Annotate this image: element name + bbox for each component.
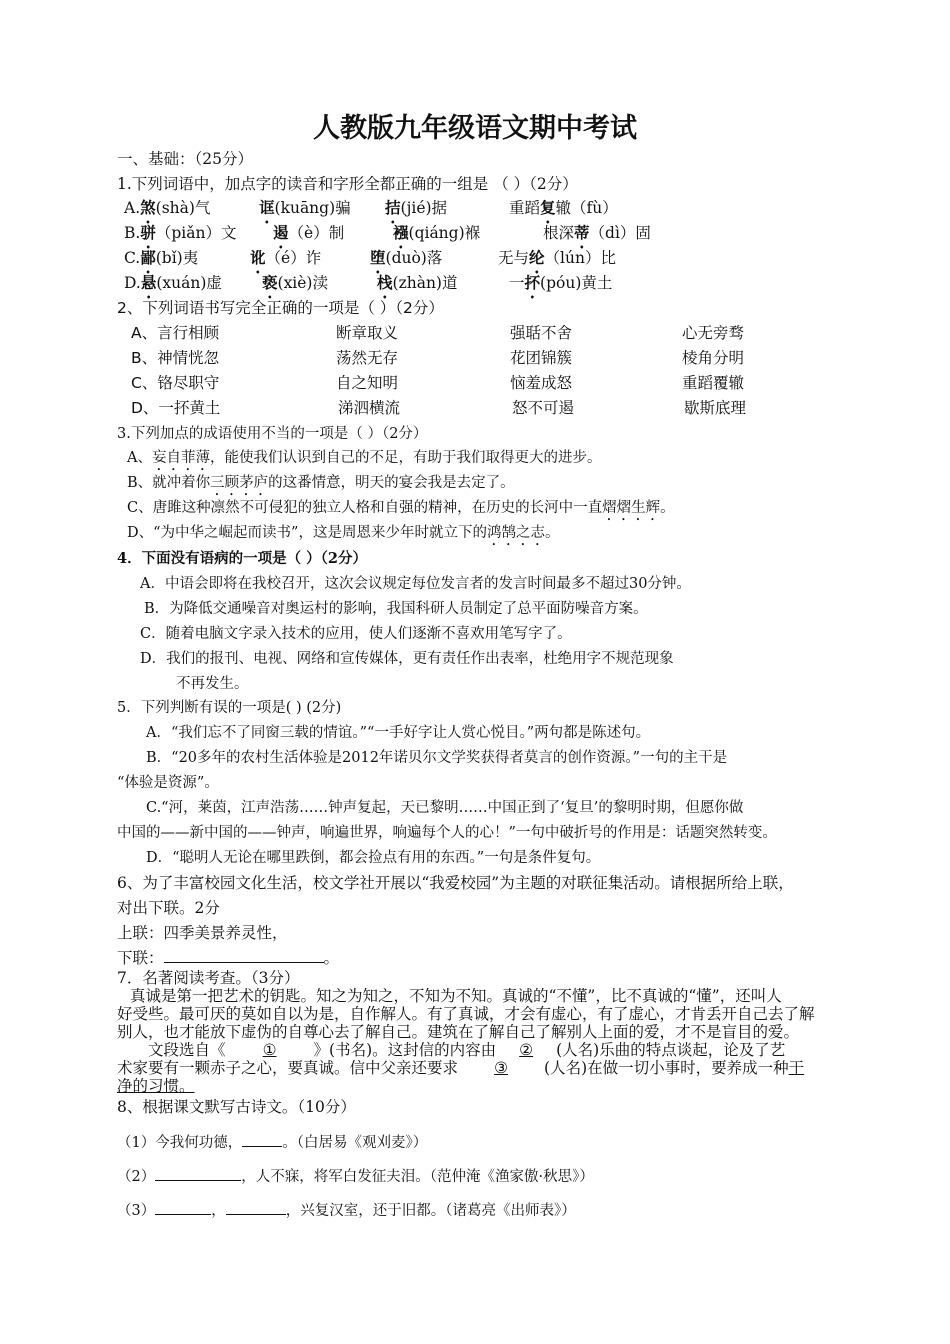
- q3-option-c: [127, 498, 675, 524]
- text: （3）: [117, 1203, 156, 1219]
- q5-option-b-line1: B．“20多年的农村生活体验是2012年诺贝尔文学奖获得者莫言的创作资源。”一句的主干是: [146, 750, 728, 766]
- q2-b-2: 荡然无存: [336, 349, 399, 367]
- dotted-idiom: 三顾茅庐: [210, 475, 269, 491]
- dotted-char: 遏: [273, 223, 289, 242]
- q2-c-3: 恼羞成怒: [510, 374, 573, 392]
- q2-d-2: 涕泗横流: [338, 399, 401, 417]
- text: ，能使我们认识到自己的不足，有助于我们取得更大的进步。: [209, 450, 602, 466]
- text: 文段选自《: [148, 1041, 226, 1059]
- text: (xiè)渎: [277, 274, 328, 292]
- q4-option-a: A．中语会即将在我校召开，这次会议规定每位发言者的发言时间最多不超过30分钟。: [140, 576, 691, 592]
- q5-option-b-line2: “体验是资源”。: [117, 775, 219, 791]
- q6-lower-couplet: [117, 948, 339, 968]
- q1-a-label: A.: [124, 199, 141, 217]
- text: 一: [509, 274, 525, 292]
- q1-d-label: D.: [124, 274, 141, 292]
- q3-option-d: [127, 523, 559, 549]
- dotted-idiom: 妄自菲薄: [151, 450, 210, 466]
- q6-answer-blank[interactable]: [164, 948, 324, 963]
- text: （piǎn）文: [155, 224, 237, 242]
- q2-c-2: 自之知明: [336, 374, 399, 392]
- text: 无与: [498, 249, 530, 267]
- q5-option-d: D．“聪明人无论在哪里跌倒，都会捡点有用的东西。”一句是条件复句。: [146, 850, 601, 866]
- q8-blank-4[interactable]: [226, 1200, 286, 1215]
- q7-blank-2[interactable]: ②: [519, 1041, 534, 1059]
- text: (jié)据: [400, 199, 448, 217]
- q5-option-c-line2: 中国的——新中国的——钟声，响遍世界，响遍每个人的心！”一句中破折号的作用是：话题突然转变。: [117, 825, 777, 841]
- text: 》(书名)。这封信的内容由: [313, 1041, 497, 1059]
- q5-stem: 5．下列判断有误的一项是( ) (2分): [117, 700, 342, 716]
- dotted-char: 诓: [259, 198, 275, 217]
- q8-blank-3[interactable]: [155, 1200, 211, 1215]
- q7-blank-3[interactable]: ③: [494, 1059, 508, 1077]
- lower-label: 下联：: [117, 949, 164, 967]
- text: (shà)气: [155, 199, 211, 217]
- q4-option-d-line1: D．我们的报刊、电视、网络和宣传媒体，更有责任作出表率，杜绝用字不规范现象: [140, 651, 674, 667]
- text: (duò)落: [385, 249, 443, 267]
- q2-b-1: B、神情恍忽: [131, 349, 220, 367]
- q7-question-line1: [148, 1040, 785, 1060]
- text: (人名)在做一切小事时，要养成一种: [544, 1059, 789, 1077]
- q2-c-1: C、铬尽职守: [131, 374, 220, 392]
- q4-option-d-line2: 不再发生。: [176, 676, 249, 692]
- text: 干: [788, 1059, 805, 1077]
- q7-question-line2: [117, 1058, 804, 1078]
- text: （dì）固: [589, 224, 651, 242]
- dotted-char: 煞: [140, 198, 156, 217]
- q2-d-1: D、一抔黄土: [131, 399, 221, 417]
- dotted-char: 蒂: [574, 223, 590, 242]
- q2-d-4: 歇斯底理: [684, 399, 747, 417]
- text: 。: [660, 500, 675, 516]
- text: D、“为中华之崛起而读书”，这是周恩来少年时就立下的: [127, 525, 487, 541]
- q8-item-3: [117, 1200, 576, 1221]
- dotted-char: 亵: [262, 273, 278, 292]
- q2-a-4: 心无旁骛: [682, 324, 745, 342]
- section-1-heading: 一、基础：（25分）: [117, 150, 253, 168]
- page-title: 人教版九年级语文期中考试: [313, 113, 637, 144]
- text: 。: [544, 525, 560, 541]
- q4-option-b: B．为降低交通噪音对奥运村的影响，我国科研人员制定了总平面防噪音方案。: [144, 601, 648, 617]
- q2-c-4: 重蹈覆辙: [682, 374, 745, 392]
- dotted-char: 骈: [140, 223, 156, 242]
- q2-a-3: 强聒不舍: [510, 324, 573, 342]
- q7-passage-line2: 好受些。最可厌的莫如自以为是，自作解人。有了真诚，才会有虚心，有了虚心，才肯丢开自己去了解: [117, 1005, 815, 1023]
- dotted-char: 悬: [140, 273, 157, 292]
- text: (人名)乐曲的特点谈起，论及了艺: [556, 1041, 786, 1059]
- text: 根深: [543, 224, 575, 242]
- text: (xuán)虚: [156, 274, 222, 292]
- q7-blank-1[interactable]: ①: [262, 1041, 277, 1059]
- dotted-char: 堕: [370, 248, 386, 267]
- q2-b-3: 花团锦簇: [510, 349, 573, 367]
- text: （2）: [117, 1169, 156, 1185]
- q6-stem-line2: 对出下联。2分: [117, 899, 220, 917]
- dotted-char: 纶: [529, 248, 545, 267]
- text: （1）今我何功德，: [117, 1135, 243, 1151]
- q4-stem: 4．下面没有语病的一项是（ ）（2分）: [117, 550, 367, 567]
- text: （è）制: [288, 224, 345, 242]
- text: (zhàn)道: [392, 274, 458, 292]
- dotted-char: 鄙: [140, 248, 156, 267]
- q2-d-3: 怒不可遏: [512, 399, 575, 417]
- q5-option-a: A．“我们忘不了同窗三载的情谊。”“一手好字让人赏心悦目。”两句都是陈述句。: [146, 725, 651, 741]
- text: 重蹈: [509, 199, 541, 217]
- dotted-char: 抔: [524, 273, 541, 292]
- text: 术家要有一颗赤子之心，要真诚。信中父亲还要求: [117, 1059, 459, 1077]
- text: C、唐雎这种凛然不可侵犯的独立人格和自强的精神，在历史的长河中一直: [127, 500, 603, 516]
- text: (kuāng)骗: [274, 199, 351, 217]
- q7-passage-line1: 真诚是第一把艺术的钥匙。知之为知之，不知为不知。真诚的“不懂”，比不真诚的“懂”，还叫人: [130, 987, 782, 1005]
- text: 辙（fù）: [555, 199, 618, 217]
- q8-item-2: [117, 1166, 594, 1187]
- q6-stem-line1: 6、为了丰富校园文化生活，校文学社开展以“我爱校园”为主题的对联征集活动。请根据所给上联，: [117, 874, 794, 892]
- q2-a-1: A、言行相顾: [131, 324, 220, 342]
- text: (bǐ)夷: [155, 249, 199, 267]
- dotted-idiom: 鸿鹄之志: [486, 525, 545, 541]
- text: (qiáng)褓: [408, 224, 481, 242]
- dotted-idiom: 熠熠生辉: [602, 500, 661, 516]
- q7-question-line3: [117, 1076, 195, 1096]
- text: 净的习惯。: [117, 1077, 195, 1095]
- text: ，: [211, 1203, 226, 1219]
- q1-c-label: C.: [124, 249, 141, 267]
- dotted-char: 拮: [385, 198, 401, 217]
- text: 。: [323, 949, 340, 967]
- q8-item-1: [117, 1132, 427, 1153]
- q8-blank-1[interactable]: [242, 1132, 282, 1147]
- q2-stem: 2、下列词语书写完全正确的一项是（ ）（2分）: [117, 299, 444, 317]
- text: A、: [127, 450, 152, 466]
- q1-b-label: B.: [124, 224, 141, 242]
- q6-upper-couplet: 上联：四季美景养灵性，: [117, 924, 288, 942]
- text: (póu)黄土: [540, 274, 613, 292]
- q4-option-c: C．随着电脑文字录入技术的应用，使人们逐渐不喜欢用笔写字了。: [140, 626, 572, 642]
- text: （lún）比: [544, 249, 616, 267]
- text: （é）诈: [265, 249, 322, 267]
- q8-stem: 8、根据课文默写古诗文。（10分）: [117, 1098, 356, 1116]
- q3-stem: 3.下列加点的成语使用不当的一项是（ ）（2分）: [117, 426, 428, 442]
- dotted-char: 讹: [250, 248, 266, 267]
- q7-passage-line3: 别人，也才能放下虚伪的自尊心去了解自己。建筑在了解自己了解别人上面的爱，才不是盲目的爱。: [117, 1023, 800, 1041]
- q7-stem: 7．名著阅读考查。（3分）: [117, 969, 300, 987]
- text: 。（白居易《观刈麦》）: [282, 1135, 428, 1151]
- q5-option-c-line1: C.“河，莱茵，江声浩荡……钟声复起，天已黎明……中国正到了‘复旦’的黎明时期，但愿你做: [146, 800, 744, 816]
- dotted-char: 复: [540, 198, 556, 217]
- q3-option-a: [127, 448, 601, 474]
- q1-stem: 1.下列词语中，加点字的读音和字形全都正确的一组是 （ ）（2分）: [117, 175, 578, 193]
- text: B、就冲着你: [127, 475, 211, 491]
- dotted-char: 栈: [377, 273, 393, 292]
- q3-option-b: [127, 473, 515, 499]
- q2-a-2: 断章取义: [336, 324, 399, 342]
- q1-d-word4: [509, 273, 612, 302]
- text: ，兴复汉室，还于旧都。（诸葛亮《出师表》）: [285, 1203, 576, 1219]
- q2-b-4: 棱角分明: [682, 349, 745, 367]
- text: ，人不寐，将军白发征夫泪。（范仲淹《渔家傲·秋思》）: [241, 1169, 594, 1185]
- text: 的这番情意，明天的宴会我是去定了。: [268, 475, 515, 491]
- dotted-char: 襁: [393, 223, 409, 242]
- q8-blank-2[interactable]: [155, 1166, 241, 1181]
